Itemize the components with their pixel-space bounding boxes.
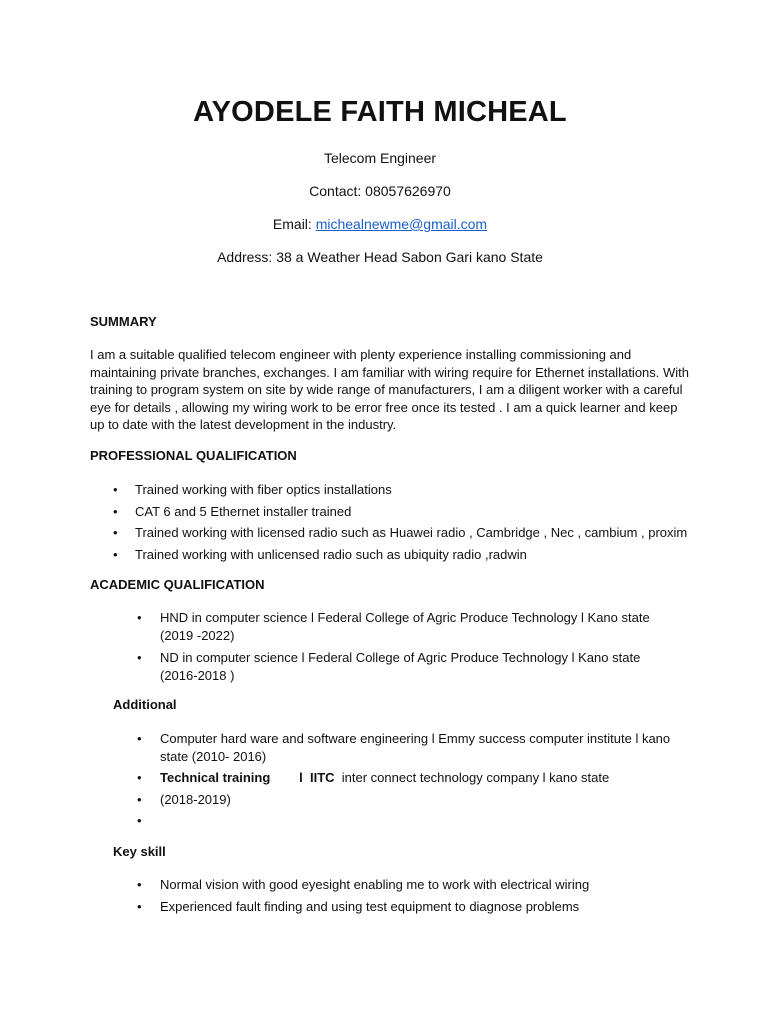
key-skill-list xyxy=(113,876,720,919)
academic-qualification-list xyxy=(113,609,675,684)
bullet-icon: • xyxy=(137,898,142,914)
list-item: • (2018-2019) xyxy=(137,791,231,807)
professional-qualification-list xyxy=(90,481,710,567)
bullet-icon: • xyxy=(113,525,118,540)
job-title: Telecom Engineer xyxy=(323,150,437,166)
list-item: • Technical training l IITC inter connect technology company l kano state xyxy=(137,770,610,785)
bullet-icon: • xyxy=(137,650,142,665)
academic-qualification-heading: ACADEMIC QUALIFICATION xyxy=(90,577,265,592)
summary-heading: SUMMARY xyxy=(90,314,157,329)
bullet-icon: • xyxy=(113,503,118,519)
list-item: • ND in computer science l Federal College of Agric Produce Technology l Kano state (2016-2018 ) xyxy=(137,650,641,683)
bullet-icon: • xyxy=(137,610,142,625)
bullet-icon: • xyxy=(113,482,118,497)
additional-list xyxy=(113,730,720,834)
bullet-icon: • xyxy=(113,546,118,562)
bullet-icon: • xyxy=(137,770,142,785)
list-item: • CAT 6 and 5 Ethernet installer trained xyxy=(113,503,352,519)
email-line xyxy=(0,216,760,232)
list-item: • Trained working with licensed radio such as Huawei radio , Cambridge , Nec , cambium , proxim xyxy=(113,525,688,540)
list-item: • Trained working with fiber optics installations xyxy=(113,482,392,497)
additional-heading: Additional xyxy=(113,697,177,712)
email-link[interactable]: michealnewme@gmail.com xyxy=(315,216,488,232)
bullet-icon: • xyxy=(137,813,142,828)
list-item: • HND in computer science l Federal College of Agric Produce Technology l Kano state (2019 -2022) xyxy=(137,610,650,643)
list-item: • Trained working with unlicensed radio such as ubiquity radio ,radwin xyxy=(113,546,527,562)
address-line: Address: 38 a Weather Head Sabon Gari kano State xyxy=(217,249,543,265)
list-item: • Computer hard ware and software engineering l Emmy success computer institute l kano state (2010- 2016) xyxy=(137,731,671,764)
candidate-name: AYODELE FAITH MICHEAL xyxy=(193,96,567,128)
key-skill-heading: Key skill xyxy=(113,844,166,859)
summary-text: I am a suitable qualified telecom engineer with plenty experience installing commissioning and maintaining private branches, exchanges. I am familiar with wiring require for Ethernet installations. With training to program system on site by wide range of manufacturers, I am a diligent worker with a careful eye for details , allowing my wiring work to be error free once its tested . I am a quick learner and keep up to date with the latest development in the industry. xyxy=(90,347,689,433)
professional-qualification-heading: PROFESSIONAL QUALIFICATION xyxy=(90,448,297,463)
contact-line: Contact: 08057626970 xyxy=(309,183,451,199)
list-item: • Normal vision with good eyesight enabling me to work with electrical wiring xyxy=(137,877,590,892)
bullet-icon: • xyxy=(137,731,142,746)
bullet-icon: • xyxy=(137,791,142,807)
bullet-icon: • xyxy=(137,877,142,892)
list-item xyxy=(113,812,720,834)
list-item: • Experienced fault finding and using test equipment to diagnose problems xyxy=(137,898,580,914)
email-label: Email: xyxy=(272,216,316,232)
